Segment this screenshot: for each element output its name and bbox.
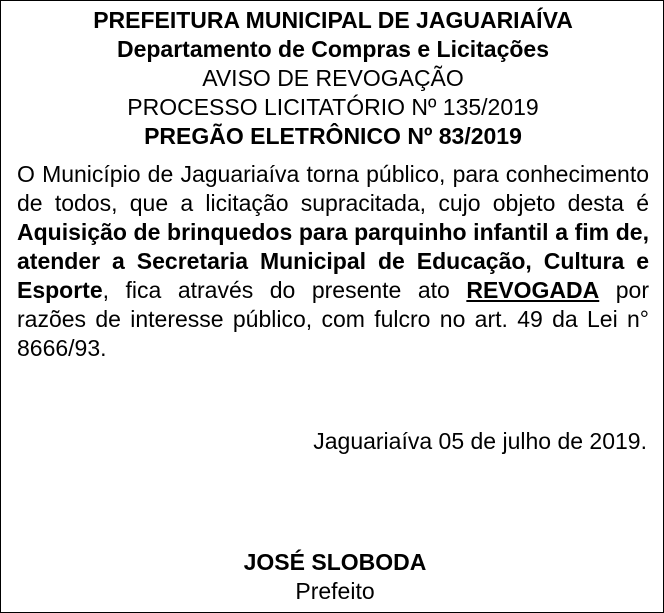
procurement-object: Aquisição de brinquedos para parquinho infantil a fim de, atender a Secretaria Municipal de Educação, Cultura e Esporte <box>17 219 649 303</box>
signatory-name: JOSÉ SLOBODA <box>243 549 427 575</box>
organization-title: PREFEITURA MUNICIPAL DE JAGUARIAÍVA <box>93 7 573 33</box>
notice-type: AVISO DE REVOGAÇÃO <box>202 65 464 91</box>
auction-number: PREGÃO ELETRÔNICO Nº 83/2019 <box>144 123 522 149</box>
revocation-status: REVOGADA <box>466 277 600 303</box>
body-closing: por razões de interesse público, com fulcro no art. 49 da Lei n° 8666/93. <box>17 277 649 361</box>
notice-body <box>17 160 649 363</box>
body-intro: O Município de Jaguariaíva torna público, para conhecimento de todos, que a licitação supracitada, cujo objeto desta é <box>17 161 649 216</box>
process-number: PROCESSO LICITATÓRIO Nº 135/2019 <box>127 94 539 120</box>
date-line: Jaguariaíva 05 de julho de 2019. <box>313 428 647 454</box>
notice-header <box>1 6 664 151</box>
body-middle: , fica através do presente ato <box>102 277 467 303</box>
department-title: Departamento de Compras e Licitações <box>116 36 550 62</box>
signature-block <box>1 548 664 606</box>
signatory-title: Prefeito <box>295 578 375 604</box>
